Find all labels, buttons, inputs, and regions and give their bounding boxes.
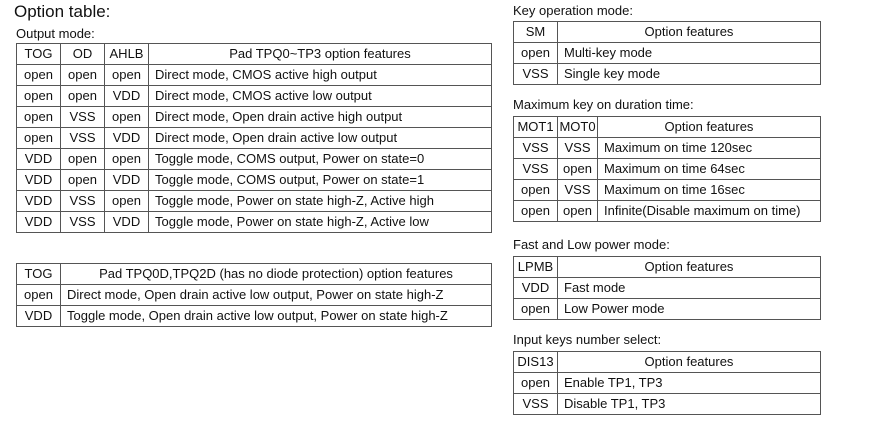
table-cell: Infinite(Disable maximum on time)	[598, 201, 821, 222]
table-row	[17, 128, 492, 149]
table-cell: VDD	[105, 128, 149, 149]
low-power-caption: Fast and Low power mode:	[513, 237, 670, 252]
table-header-row	[514, 22, 821, 43]
table-row	[17, 170, 492, 191]
table-row	[514, 299, 821, 320]
input-keys-table	[513, 351, 821, 415]
table-cell: VDD	[17, 149, 61, 170]
table-cell: VSS	[558, 180, 598, 201]
table-cell: open	[61, 86, 105, 107]
table-row	[17, 306, 492, 327]
table-cell: Direct mode, Open drain active low output, Power on state high-Z	[61, 285, 492, 306]
table-cell: VDD	[17, 170, 61, 191]
table-row	[514, 43, 821, 64]
table-header-row	[514, 352, 821, 373]
table-row	[514, 138, 821, 159]
table-cell: VDD	[17, 212, 61, 233]
header-cell: Option features	[558, 352, 821, 373]
table-cell: Enable TP1, TP3	[558, 373, 821, 394]
page-title: Option table:	[14, 2, 111, 21]
table-cell: Direct mode, Open drain active high output	[149, 107, 492, 128]
header-cell: MOT1	[514, 117, 558, 138]
table-cell: open	[61, 65, 105, 86]
table-row	[514, 278, 821, 299]
table-cell: open	[514, 373, 558, 394]
table-row	[514, 159, 821, 180]
table-row	[17, 149, 492, 170]
table-header-row	[17, 44, 492, 65]
table-cell: Maximum on time 16sec	[598, 180, 821, 201]
table-cell: VSS	[514, 394, 558, 415]
table-cell: open	[61, 149, 105, 170]
output-mode-table	[16, 43, 492, 233]
header-cell: MOT0	[558, 117, 598, 138]
table-cell: open	[17, 86, 61, 107]
table-cell: Toggle mode, Power on state high-Z, Active high	[149, 191, 492, 212]
table-cell: open	[17, 128, 61, 149]
table-cell: Multi-key mode	[558, 43, 821, 64]
table-row	[17, 65, 492, 86]
header-cell: SM	[514, 22, 558, 43]
table-cell: open	[17, 285, 61, 306]
table-header-row	[514, 117, 821, 138]
table-cell: open	[514, 180, 558, 201]
table-row	[514, 201, 821, 222]
table-cell: open	[61, 170, 105, 191]
header-cell: Option features	[598, 117, 821, 138]
table-cell: Toggle mode, Power on state high-Z, Active low	[149, 212, 492, 233]
header-cell: Option features	[558, 257, 821, 278]
table-cell: VSS	[558, 138, 598, 159]
table-cell: Disable TP1, TP3	[558, 394, 821, 415]
header-cell: TOG	[17, 264, 61, 285]
key-operation-caption: Key operation mode:	[513, 3, 633, 18]
output-mode-caption: Output mode:	[16, 26, 95, 41]
table-cell: VDD	[105, 170, 149, 191]
key-operation-table	[513, 21, 821, 85]
table-cell: open	[17, 107, 61, 128]
table-cell: Single key mode	[558, 64, 821, 85]
table-row	[514, 373, 821, 394]
table-cell: Direct mode, CMOS active high output	[149, 65, 492, 86]
table-cell: open	[105, 107, 149, 128]
table-cell: VDD	[514, 278, 558, 299]
header-cell: TOG	[17, 44, 61, 65]
table-cell: open	[514, 299, 558, 320]
header-cell: LPMB	[514, 257, 558, 278]
table-cell: Maximum on time 120sec	[598, 138, 821, 159]
table-header-row	[514, 257, 821, 278]
table-row	[17, 212, 492, 233]
table-cell: VSS	[61, 191, 105, 212]
header-cell: Option features	[558, 22, 821, 43]
table-cell: Fast mode	[558, 278, 821, 299]
table-cell: Toggle mode, Open drain active low output, Power on state high-Z	[61, 306, 492, 327]
table-cell: Direct mode, CMOS active low output	[149, 86, 492, 107]
tpq0d-table	[16, 263, 492, 327]
table-row	[514, 180, 821, 201]
input-keys-caption: Input keys number select:	[513, 332, 662, 347]
table-row	[17, 107, 492, 128]
table-cell: VDD	[105, 86, 149, 107]
table-cell: open	[514, 43, 558, 64]
header-cell: Pad TPQ0~TP3 option features	[149, 44, 492, 65]
header-cell: Pad TPQ0D,TPQ2D (has no diode protection) option features	[61, 264, 492, 285]
max-key-on-table	[513, 116, 821, 222]
table-cell: open	[105, 191, 149, 212]
table-cell: VSS	[61, 128, 105, 149]
table-row	[17, 86, 492, 107]
low-power-table	[513, 256, 821, 320]
table-row	[17, 285, 492, 306]
table-cell: VSS	[514, 64, 558, 85]
table-cell: Toggle mode, COMS output, Power on state=1	[149, 170, 492, 191]
table-cell: open	[514, 201, 558, 222]
table-header-row	[17, 264, 492, 285]
table-cell: Toggle mode, COMS output, Power on state=0	[149, 149, 492, 170]
table-cell: VSS	[61, 212, 105, 233]
table-cell: Maximum on time 64sec	[598, 159, 821, 180]
table-cell: VSS	[61, 107, 105, 128]
table-cell: open	[105, 65, 149, 86]
table-cell: VDD	[17, 306, 61, 327]
table-cell: VSS	[514, 138, 558, 159]
table-cell: Direct mode, Open drain active low output	[149, 128, 492, 149]
table-cell: VDD	[17, 191, 61, 212]
header-cell: OD	[61, 44, 105, 65]
table-cell: VDD	[105, 212, 149, 233]
header-cell: DIS13	[514, 352, 558, 373]
table-cell: open	[558, 159, 598, 180]
table-cell: VSS	[514, 159, 558, 180]
max-key-on-caption: Maximum key on duration time:	[513, 97, 694, 112]
table-cell: open	[17, 65, 61, 86]
header-cell: AHLB	[105, 44, 149, 65]
table-cell: open	[558, 201, 598, 222]
table-cell: open	[105, 149, 149, 170]
table-row	[514, 64, 821, 85]
table-row	[514, 394, 821, 415]
table-cell: Low Power mode	[558, 299, 821, 320]
table-row	[17, 191, 492, 212]
